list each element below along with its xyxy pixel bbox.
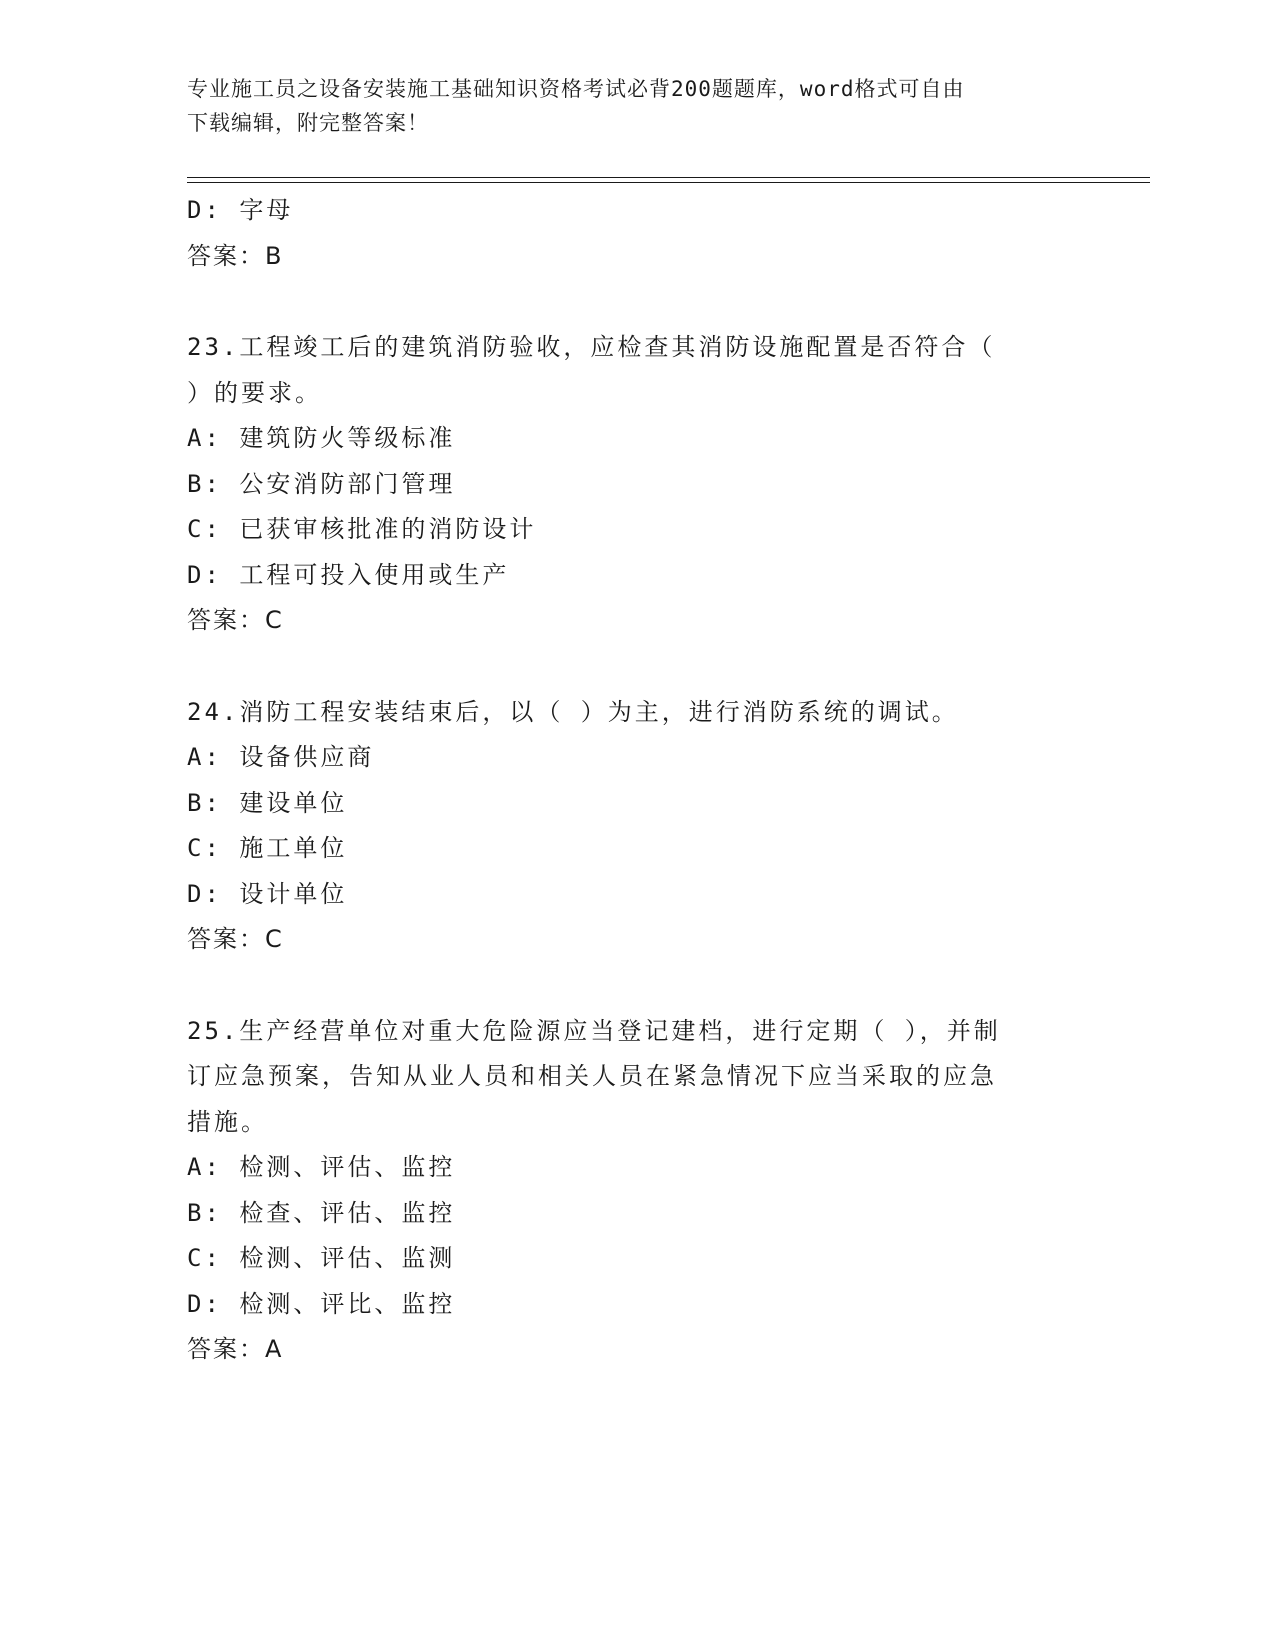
option-b: B: 公安消防部门管理	[187, 469, 456, 498]
prev-option-d: D: 字母	[187, 196, 294, 224]
option-d: D: 设计单位	[187, 879, 348, 908]
answer: 答案：A	[187, 1335, 284, 1363]
question-stem-line: 措施。	[187, 1107, 268, 1136]
option-c: C: 检测、评估、监测	[187, 1244, 456, 1272]
option-d: D: 检测、评比、监控	[187, 1289, 456, 1318]
option-b: B: 检查、评估、监控	[187, 1198, 456, 1227]
question-stem-line: 23.工程竣工后的建筑消防验收，应检查其消防设施配置是否符合（	[187, 333, 996, 361]
question-24	[187, 690, 1087, 963]
header-divider-bottom	[187, 182, 1150, 183]
option-c: C: 已获审核批准的消防设计	[187, 515, 537, 543]
question-25	[187, 1009, 1087, 1373]
question-stem-line: ）的要求。	[187, 378, 322, 407]
option-a: A: 设备供应商	[187, 743, 375, 771]
answer: 答案：C	[187, 606, 284, 634]
spacer	[187, 644, 1087, 690]
option-c: C: 施工单位	[187, 834, 348, 862]
spacer	[187, 279, 1087, 325]
header-line-2: 下载编辑，附完整答案！	[187, 111, 429, 135]
answer: 答案：C	[187, 925, 284, 953]
header-line-1: 专业施工员之设备安装施工基础知识资格考试必背200题题库，word格式可自由	[187, 77, 965, 101]
question-stem-line: 订应急预案，告知从业人员和相关人员在紧急情况下应当采取的应急	[187, 1062, 997, 1090]
page-header	[187, 72, 1067, 140]
prev-answer: 答案：B	[187, 241, 284, 270]
option-a: A: 建筑防火等级标准	[187, 424, 456, 452]
question-stem-line: 25.生产经营单位对重大危险源应当登记建档，进行定期（ ），并制	[187, 1016, 1001, 1045]
option-a: A: 检测、评估、监控	[187, 1153, 456, 1181]
question-content	[187, 188, 1087, 1373]
spacer	[187, 963, 1087, 1009]
question-23	[187, 325, 1087, 644]
option-b: B: 建设单位	[187, 788, 348, 817]
question-stem-line: 24.消防工程安装结束后，以（ ）为主，进行消防系统的调试。	[187, 697, 959, 726]
header-divider-top	[187, 177, 1150, 178]
option-d: D: 工程可投入使用或生产	[187, 560, 510, 589]
